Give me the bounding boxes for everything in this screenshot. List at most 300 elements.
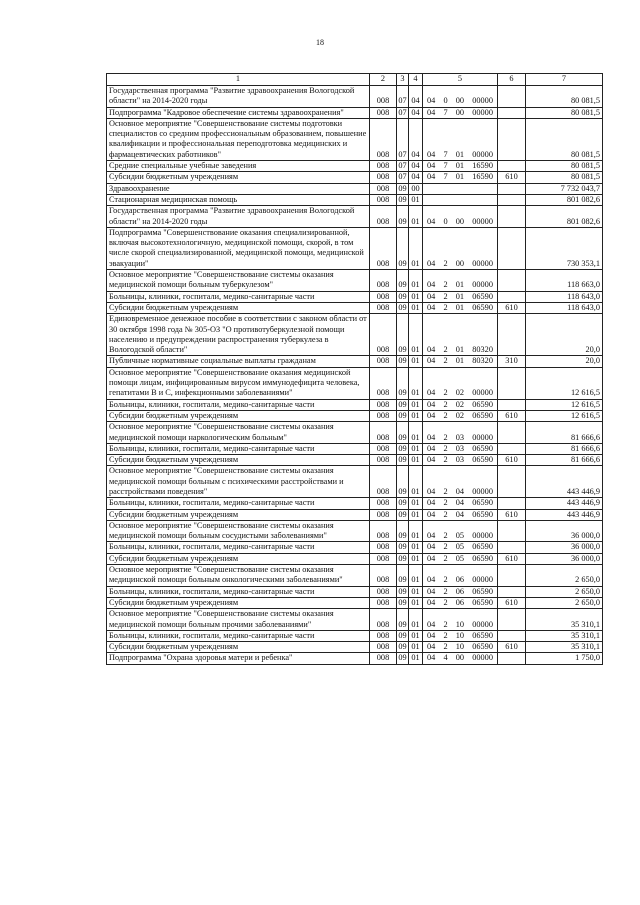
table-row: [107, 565, 603, 587]
target-article-part: 03: [455, 432, 465, 442]
row-name: Основное мероприятие "Совершенствование системы оказания медицинской помощи наркологическим больным": [107, 422, 370, 444]
row-amount: 1 750,0: [526, 653, 603, 664]
table-row: [107, 399, 603, 410]
target-article-part: 00: [455, 216, 465, 226]
target-article-part: 06590: [472, 586, 493, 596]
table-row: [107, 520, 603, 542]
row-target-article: [423, 86, 498, 108]
row-subsection-code: 04: [409, 161, 423, 172]
target-article-part: 00000: [472, 653, 493, 663]
target-article-code: [425, 356, 495, 366]
row-section-code: 09: [397, 206, 409, 228]
target-article-part: 00: [455, 258, 465, 268]
row-target-article: [423, 118, 498, 160]
table-row: [107, 172, 603, 183]
target-article-code: [425, 620, 495, 630]
row-ministry-code: 008: [370, 422, 397, 444]
row-section-code: 09: [398, 553, 407, 563]
target-article-part: 06: [455, 586, 465, 596]
row-subsection-code: 04: [409, 107, 423, 118]
row-name: Субсидии бюджетным учреждениям: [107, 172, 370, 183]
table-row: [107, 466, 603, 498]
target-article-part: 04: [427, 96, 436, 106]
row-amount: 443 446,9: [526, 498, 603, 509]
row-subsection-code: 01: [409, 367, 423, 399]
row-expense-type: [498, 520, 526, 542]
table-row: [107, 291, 603, 302]
target-article-part: 00: [455, 96, 465, 106]
row-ministry-code: 008: [370, 206, 397, 228]
table-row: [107, 314, 603, 356]
table-row: [107, 206, 603, 228]
row-ministry-code: 008: [370, 586, 397, 597]
row-ministry-code: 008: [370, 183, 397, 194]
row-expense-type: [498, 443, 526, 454]
target-article-part: 00: [455, 107, 465, 117]
row-amount: 12 616,5: [526, 367, 603, 399]
row-expense-type: [498, 609, 526, 631]
target-article-part: 06590: [472, 630, 493, 640]
row-target-article: [423, 410, 498, 421]
row-target-article: [423, 172, 498, 183]
row-subsection-code: 01: [409, 466, 423, 498]
row-name: Субсидии бюджетным учреждениям: [107, 509, 370, 520]
table-row: [107, 443, 603, 454]
target-article-code: [425, 498, 495, 508]
target-article-code: [425, 487, 495, 497]
row-name: Единовременное денежное пособие в соответствии с законом области от 30 октября 1998 года № 305-ОЗ "О противотуберкулезной помощи населению и предупреждении распространения туберкулеза в Вологодской области": [107, 314, 370, 356]
row-ministry-code: 008: [370, 466, 397, 498]
row-ministry-code: 008: [370, 86, 397, 108]
row-ministry-code: 008: [370, 302, 397, 313]
row-section-code: 09: [397, 314, 409, 356]
row-section-code: 07: [398, 107, 407, 117]
target-article-part: 2: [443, 619, 448, 629]
row-name: Субсидии бюджетным учреждениям: [107, 642, 370, 653]
row-target-article: [423, 356, 498, 367]
row-ministry-code: 008: [370, 118, 397, 160]
target-article-part: 05: [455, 542, 465, 552]
row-ministry-code: 008: [370, 172, 397, 183]
row-name: Основное мероприятие "Совершенствование системы оказания медицинской помощи больным прочими заболеваниями": [107, 609, 370, 631]
row-target-article: [423, 291, 498, 302]
table-row: [107, 455, 603, 466]
row-subsection-code: 01: [409, 653, 423, 664]
target-article-part: 03: [455, 443, 465, 453]
row-ministry-code: 008: [370, 399, 397, 410]
table-row: [107, 509, 603, 520]
target-article-part: 2: [443, 388, 448, 398]
target-article-part: 06590: [472, 455, 493, 465]
target-article-code: [425, 631, 495, 641]
target-article-part: 01: [455, 291, 465, 301]
table-row: [107, 161, 603, 172]
target-article-part: 2: [443, 345, 448, 355]
row-expense-type: [498, 498, 526, 509]
row-section-code: 09: [397, 227, 409, 269]
row-target-article: [423, 520, 498, 542]
target-article-part: 00000: [472, 432, 493, 442]
row-ministry-code: 008: [370, 227, 397, 269]
row-section-code: 09: [398, 498, 407, 508]
target-article-part: 06590: [472, 410, 493, 420]
row-section-code: 09: [398, 586, 407, 596]
row-name: Подпрограмма "Охрана здоровья матери и ребенка": [107, 653, 370, 664]
target-article-part: 02: [455, 388, 465, 398]
target-article-part: 2: [443, 280, 448, 290]
target-article-part: 04: [427, 280, 436, 290]
target-article-part: 01: [455, 161, 465, 171]
header-col-3: 3: [397, 74, 409, 86]
target-article-part: 2: [443, 531, 448, 541]
target-article-part: 04: [455, 498, 465, 508]
target-article-part: 06590: [472, 399, 493, 409]
row-section-code: 09: [398, 455, 407, 465]
row-expense-type: [498, 630, 526, 641]
row-target-article: [423, 642, 498, 653]
row-amount: 118 643,0: [526, 302, 603, 313]
target-article-part: 04: [427, 161, 436, 171]
row-section-code: 09: [397, 609, 409, 631]
target-article-code: [425, 531, 495, 541]
row-target-article: [423, 565, 498, 587]
row-subsection-code: 01: [409, 542, 423, 553]
target-article-code: [425, 259, 495, 269]
target-article-part: 06590: [472, 642, 493, 652]
row-name: Подпрограмма "Совершенствование оказания специализированной, включая высокотехнологичную, медицинской помощи, скорой, в том числе скорой специализированной, медицинской помощи, медицинской эвакуации": [107, 227, 370, 269]
target-article-code: [425, 444, 495, 454]
row-expense-type: [498, 399, 526, 410]
row-section-code: 09: [398, 399, 407, 409]
row-expense-type: 610: [498, 172, 526, 183]
row-ministry-code: 008: [370, 367, 397, 399]
row-subsection-code: 01: [409, 291, 423, 302]
target-article-part: 16590: [472, 161, 493, 171]
target-article-part: 01: [455, 149, 465, 159]
header-col-6: 6: [498, 74, 526, 86]
target-article-code: [425, 653, 495, 663]
row-subsection-code: 01: [409, 302, 423, 313]
target-article-part: 00000: [472, 531, 493, 541]
target-article-part: 04: [427, 399, 436, 409]
table-row: [107, 86, 603, 108]
row-subsection-code: 01: [409, 206, 423, 228]
row-amount: 2 650,0: [526, 597, 603, 608]
row-amount: 36 000,0: [526, 520, 603, 542]
row-target-article: [423, 206, 498, 228]
target-article-part: 00000: [472, 575, 493, 585]
header-row: [107, 74, 603, 86]
target-article-part: 04: [427, 410, 436, 420]
target-article-part: 0: [443, 96, 448, 106]
row-subsection-code: 01: [409, 642, 423, 653]
target-article-part: 04: [427, 486, 436, 496]
target-article-part: 4: [443, 653, 448, 663]
row-section-code: 09: [398, 642, 407, 652]
target-article-part: 04: [427, 597, 436, 607]
target-article-code: [425, 587, 495, 597]
row-target-article: [423, 314, 498, 356]
row-target-article: [423, 227, 498, 269]
row-ministry-code: 008: [370, 542, 397, 553]
table-row: [107, 227, 603, 269]
target-article-part: 04: [427, 107, 436, 117]
row-ministry-code: 008: [370, 498, 397, 509]
table-row: [107, 422, 603, 444]
target-article-part: 04: [427, 619, 436, 629]
row-expense-type: [498, 161, 526, 172]
target-article-part: 01: [455, 280, 465, 290]
target-article-part: 2: [443, 258, 448, 268]
target-article-code: [425, 642, 495, 652]
target-article-code: [425, 150, 495, 160]
row-ministry-code: 008: [370, 597, 397, 608]
row-target-article: [423, 542, 498, 553]
row-name: Больницы, клиники, госпитали, медико-санитарные части: [107, 630, 370, 641]
target-article-part: 04: [427, 455, 436, 465]
target-article-part: 04: [427, 586, 436, 596]
row-ministry-code: 008: [370, 609, 397, 631]
row-subsection-code: 01: [409, 609, 423, 631]
target-article-part: 7: [443, 161, 448, 171]
target-article-code: [425, 411, 495, 421]
row-subsection-code: 01: [409, 422, 423, 444]
row-subsection-code: 01: [409, 498, 423, 509]
table-row: [107, 356, 603, 367]
row-section-code: 07: [397, 86, 409, 108]
row-target-article: [423, 466, 498, 498]
row-subsection-code: 01: [409, 314, 423, 356]
target-article-part: 03: [455, 455, 465, 465]
table-row: [107, 107, 603, 118]
row-amount: 80 081,5: [526, 86, 603, 108]
target-article-part: 04: [427, 642, 436, 652]
row-subsection-code: 01: [409, 509, 423, 520]
row-target-article: [423, 367, 498, 399]
target-article-code: [425, 172, 495, 182]
row-expense-type: 610: [498, 553, 526, 564]
table-row: [107, 183, 603, 194]
target-article-part: 06590: [472, 302, 493, 312]
row-section-code: 09: [398, 542, 407, 552]
row-section-code: 09: [398, 630, 407, 640]
target-article-part: 04: [427, 258, 436, 268]
target-article-code: [425, 510, 495, 520]
row-section-code: 07: [397, 118, 409, 160]
target-article-part: 16590: [472, 172, 493, 182]
row-amount: 36 000,0: [526, 553, 603, 564]
row-section-code: 09: [398, 509, 407, 519]
row-name: Основное мероприятие "Совершенствование системы оказания медицинской помощи больным сосудистыми заболеваниями": [107, 520, 370, 542]
row-ministry-code: 008: [370, 455, 397, 466]
row-name: Здравоохранение: [107, 183, 370, 194]
target-article-part: 04: [427, 531, 436, 541]
table-row: [107, 367, 603, 399]
row-name: Государственная программа "Развитие здравоохранения Вологодской области" на 2014-2020 годы: [107, 86, 370, 108]
row-section-code: 09: [398, 653, 407, 663]
row-target-article: [423, 422, 498, 444]
target-article-part: 06590: [472, 597, 493, 607]
target-article-part: 2: [443, 443, 448, 453]
row-amount: 81 666,6: [526, 455, 603, 466]
target-article-part: 06: [455, 575, 465, 585]
target-article-code: [425, 542, 495, 552]
row-expense-type: 610: [498, 302, 526, 313]
row-subsection-code: 01: [409, 455, 423, 466]
table-row: [107, 498, 603, 509]
target-article-part: 2: [443, 486, 448, 496]
page-number: 18: [316, 38, 324, 47]
row-ministry-code: 008: [370, 356, 397, 367]
row-expense-type: [498, 422, 526, 444]
budget-table: [106, 73, 603, 665]
table-body: [107, 86, 603, 665]
row-expense-type: [498, 586, 526, 597]
target-article-code: [425, 433, 495, 443]
target-article-part: 04: [427, 509, 436, 519]
row-amount: 35 310,1: [526, 642, 603, 653]
row-section-code: 09: [397, 520, 409, 542]
target-article-part: 2: [443, 597, 448, 607]
row-ministry-code: 008: [370, 410, 397, 421]
target-article-part: 04: [427, 216, 436, 226]
row-subsection-code: 01: [409, 227, 423, 269]
row-ministry-code: 008: [370, 194, 397, 205]
row-section-code: 09: [398, 302, 407, 312]
row-target-article: [423, 302, 498, 313]
table-row: [107, 118, 603, 160]
row-target-article: [423, 443, 498, 454]
row-expense-type: [498, 314, 526, 356]
row-name: Субсидии бюджетным учреждениям: [107, 302, 370, 313]
row-amount: 35 310,1: [526, 609, 603, 631]
row-amount: 80 081,5: [526, 161, 603, 172]
target-article-part: 04: [427, 388, 436, 398]
row-target-article: [423, 107, 498, 118]
row-ministry-code: 008: [370, 565, 397, 587]
table-row: [107, 410, 603, 421]
target-article-part: 2: [443, 586, 448, 596]
row-amount: 12 616,5: [526, 399, 603, 410]
row-subsection-code: 01: [409, 410, 423, 421]
row-ministry-code: 008: [370, 161, 397, 172]
row-target-article: [423, 183, 498, 194]
row-name: Больницы, клиники, госпитали, медико-санитарные части: [107, 586, 370, 597]
row-ministry-code: 008: [370, 314, 397, 356]
row-amount: 20,0: [526, 314, 603, 356]
target-article-part: 00: [455, 653, 465, 663]
row-name: Средние специальные учебные заведения: [107, 161, 370, 172]
target-article-part: 04: [427, 149, 436, 159]
target-article-part: 2: [443, 399, 448, 409]
target-article-part: 04: [427, 575, 436, 585]
row-target-article: [423, 399, 498, 410]
row-ministry-code: 008: [370, 107, 397, 118]
row-ministry-code: 008: [370, 642, 397, 653]
row-subsection-code: 04: [409, 118, 423, 160]
target-article-code: [425, 455, 495, 465]
row-expense-type: [498, 206, 526, 228]
row-expense-type: [498, 466, 526, 498]
header-col-5: 5: [423, 74, 498, 86]
target-article-part: 00000: [472, 258, 493, 268]
target-article-part: 04: [427, 553, 436, 563]
row-expense-type: 610: [498, 410, 526, 421]
row-subsection-code: 04: [409, 86, 423, 108]
row-amount: 12 616,5: [526, 410, 603, 421]
row-target-article: [423, 553, 498, 564]
row-target-article: [423, 161, 498, 172]
row-name: Субсидии бюджетным учреждениям: [107, 597, 370, 608]
row-amount: 81 666,6: [526, 443, 603, 454]
row-ministry-code: 008: [370, 443, 397, 454]
target-article-part: 04: [427, 542, 436, 552]
target-article-part: 06590: [472, 291, 493, 301]
table-row: [107, 194, 603, 205]
target-article-part: 02: [455, 410, 465, 420]
target-article-part: 2: [443, 356, 448, 366]
row-target-article: [423, 498, 498, 509]
row-subsection-code: 01: [409, 520, 423, 542]
row-amount: 2 650,0: [526, 565, 603, 587]
target-article-part: 02: [455, 399, 465, 409]
row-name: Субсидии бюджетным учреждениям: [107, 410, 370, 421]
row-target-article: [423, 609, 498, 631]
target-article-part: 2: [443, 509, 448, 519]
target-article-part: 00000: [472, 107, 493, 117]
target-article-part: 7: [443, 149, 448, 159]
target-article-part: 04: [427, 356, 436, 366]
header-col-4: 4: [409, 74, 423, 86]
target-article-part: 06590: [472, 553, 493, 563]
target-article-part: 04: [427, 302, 436, 312]
table-row: [107, 653, 603, 664]
header-col-2: 2: [370, 74, 397, 86]
row-amount: 801 082,6: [526, 206, 603, 228]
target-article-part: 2: [443, 553, 448, 563]
row-subsection-code: 01: [409, 630, 423, 641]
target-article-part: 0: [443, 216, 448, 226]
target-article-code: [425, 345, 495, 355]
row-expense-type: 610: [498, 509, 526, 520]
target-article-part: 80320: [472, 356, 493, 366]
target-article-part: 04: [427, 345, 436, 355]
row-amount: 80 081,5: [526, 172, 603, 183]
row-expense-type: [498, 270, 526, 292]
row-target-article: [423, 194, 498, 205]
target-article-code: [425, 388, 495, 398]
target-article-part: 00000: [472, 280, 493, 290]
table-row: [107, 586, 603, 597]
target-article-part: 01: [455, 172, 465, 182]
target-article-part: 10: [455, 619, 465, 629]
table-row: [107, 630, 603, 641]
table-row: [107, 542, 603, 553]
row-section-code: 09: [397, 565, 409, 587]
row-expense-type: 610: [498, 455, 526, 466]
target-article-part: 2: [443, 575, 448, 585]
row-expense-type: [498, 118, 526, 160]
row-name: Государственная программа "Развитие здравоохранения Вологодской области" на 2014-2020 годы: [107, 206, 370, 228]
target-article-part: 80320: [472, 345, 493, 355]
row-subsection-code: 01: [409, 356, 423, 367]
target-article-part: 7: [443, 172, 448, 182]
row-expense-type: [498, 565, 526, 587]
target-article-code: [425, 554, 495, 564]
target-article-part: 2: [443, 410, 448, 420]
header-col-1: 1: [107, 74, 370, 86]
target-article-part: 2: [443, 642, 448, 652]
